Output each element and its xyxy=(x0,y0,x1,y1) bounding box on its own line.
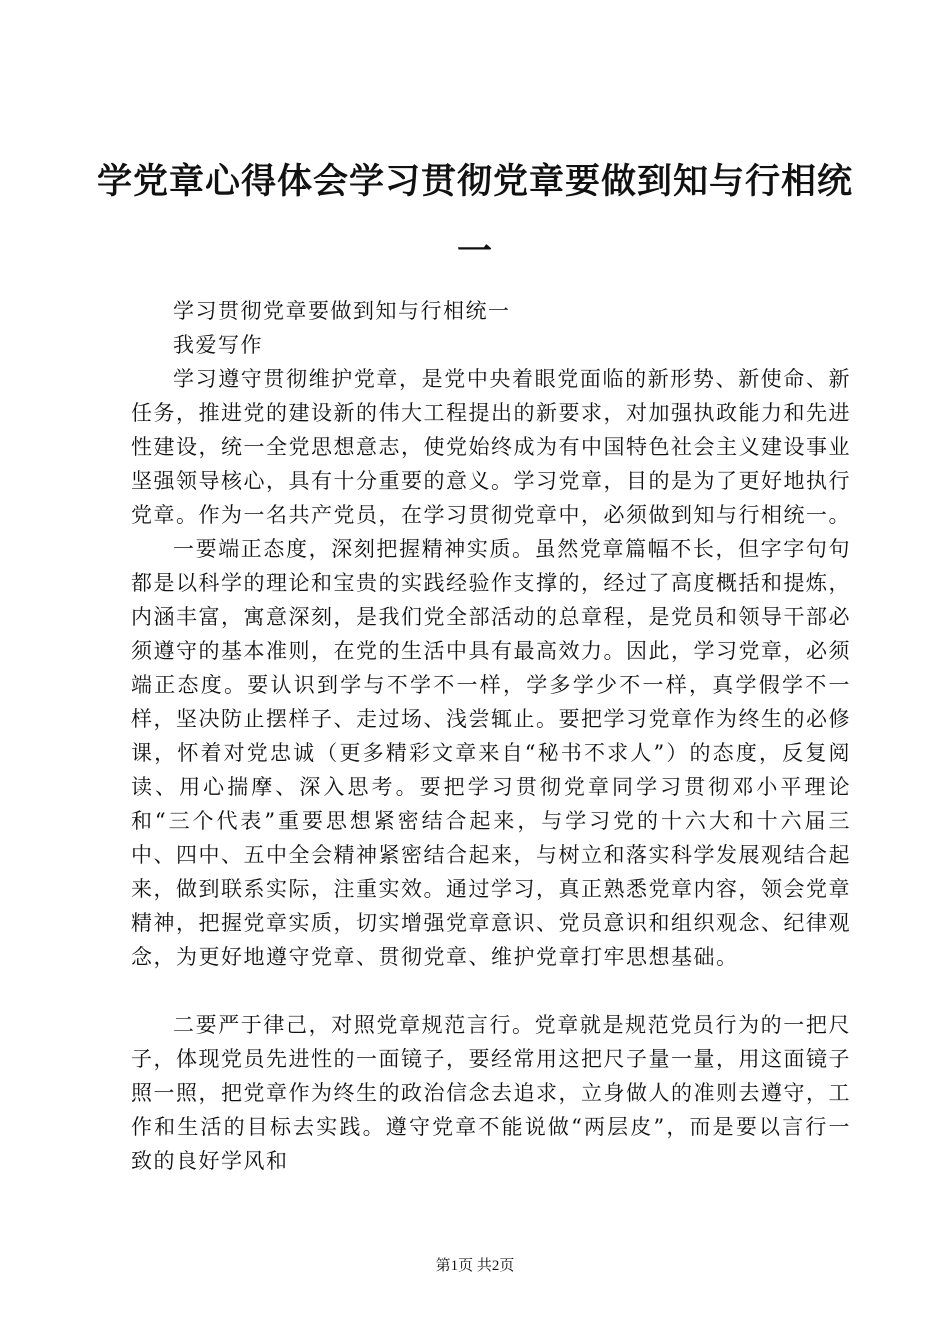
subtitle-line: 学习贯彻党章要做到知与行相统一 xyxy=(173,299,511,323)
paragraph-intro: 学习遵守贯彻维护党章，是党中央着眼党面临的新形势、新使命、新任务，推进党的建设新的伟大工程提出的新要求，对加强执政能力和先进性建设，统一全党思想意志，使党始终成为有中国特色社会主义建设事业坚强领导核心，具有十分重要的意义。学习党章，目的是为了更好地执行党章。作为一名共产党员，在学习贯彻党章中，必须做到知与行相统一。 xyxy=(131,367,851,527)
document-title: 学党章心得体会学习贯彻党章要做到知与行相统一 xyxy=(96,162,853,272)
author-line: 我爱写作 xyxy=(173,333,263,357)
paragraph-point-one: 一要端正态度，深刻把握精神实质。虽然党章篇幅不长，但字字句句都是以科学的理论和宝贵的实践经验作支撑的，经过了高度概括和提炼，内涵丰富，寓意深刻，是我们党全部活动的总章程，是党员和领导干部必须遵守的基本准则，在党的生活中具有最高效力。因此，学习党章，必须端正态度。要认识到学与不学不一样，学多学少不一样，真学假学不一样，坚决防止摆样子、走过场、浅尝辄止。要把学习党章作为终生的必修课，怀着对党忠诚（更多精彩文章来自“秘书不求人”）的态度，反复阅读、用心揣摩、深入思考。要把学习贯彻党章同学习贯彻邓小平理论和“三个代表”重要思想紧密结合起来，与学习党的十六大和十六届三中、四中、五中全会精神紧密结合起来，与树立和落实科学发展观结合起来，做到联系实际，注重实效。通过学习，真正熟悉党章内容，领会党章精神，把握党章实质，切实增强党章意识、党员意识和组织观念、纪律观念，为更好地遵守党章、贯彻党章、维护党章打牢思想基础。 xyxy=(131,537,851,969)
page-footer: 第1页 共2页 xyxy=(435,1258,515,1274)
paragraph-point-two: 二要严于律己，对照党章规范言行。党章就是规范党员行为的一把尺子，体现党员先进性的一面镜子，要经常用这把尺子量一量，用这面镜子照一照，把党章作为终生的政治信念去追求，立身做人的准则去遵守，工作和生活的目标去实践。遵守党章不能说做“两层皮”，而是要以言行一致的良好学风和 xyxy=(131,1013,851,1173)
document-body xyxy=(131,294,851,1178)
